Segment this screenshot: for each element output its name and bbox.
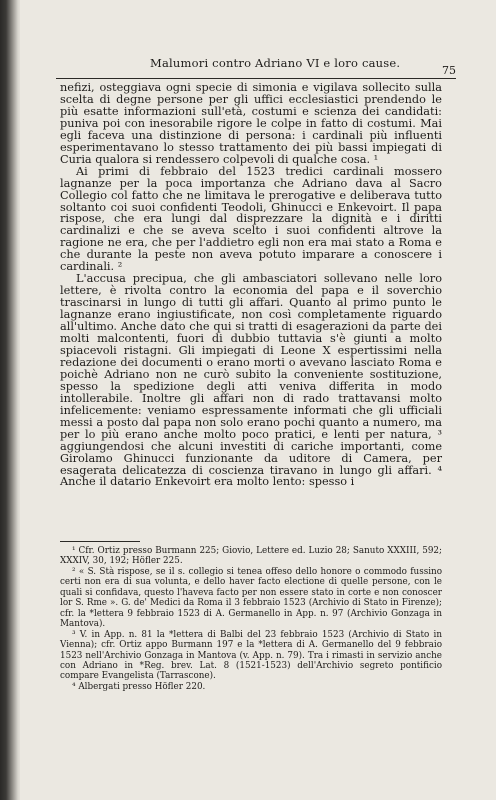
footnote-1: ¹ Cfr. Ortiz presso Burmann 225; Giovio, Lettere ed. Luzio 28; Sanuto XXXIII, 592; XXXIV, 30, 192; Höfler 225. [60,546,442,567]
footnote-2: ² « S. Stà rispose, se il s. collegio si tenea offeso dello honore o commodo fussino certi non era di sua volunta, e dello haver facto electione di quelle persone, con le quali si confidava, questo l'haveva facto per non essere stato in corte e non conoscer lor S. Rme ». G. de' Medici da Roma il 3 febbraio 1523 (Archivio di Stato in Firenze); cfr. la *lettera 9 febbraio 1523 di A. Germanello in App. n. 97 (Archivio Gonzaga in Mantova). [60,566,442,630]
header-rule [56,78,456,79]
book-binding-shadow [0,0,20,800]
footnotes [60,546,442,692]
page-header [56,56,456,76]
paragraph-3: L'accusa precipua, che gli ambasciatori sollevano nelle loro lettere, è rivolta contro la economia del papa e il soverchio trascinarsi in lungo di tutti gli affari. Quanto al primo punto le lagnanze erano ingiustificate, non così completamente riguardo all'ultimo. Anche dato che qui si tratti di esagerazioni da parte dei molti malcontenti, fuori di dubbio tuttavia s'è giunti a molto spiacevoli ristagni. Gli impiegati di Leone X espertissimi nella redazione dei documenti o erano morti o avevano lasciato Roma e poichè Adriano non ne curò subito la conveniente sostituzione, spesso la spedizione degli atti veniva differita in modo intollerabile. Inoltre gli affari non di rado trattavansi molto infelicemente: veniamo espressamente informati che gli ufficiali messi a posto dal papa non solo erano pochi quanto a numero, ma per lo più erano anche molto poco pratici, e lenti per natura, ³ aggiungendosi che alcuni investiti di cariche importanti, come Girolamo Ghinucci funzionante da uditore di Camera, per esagerata delicatezza di coscienza tiravano in lungo gli affari. ⁴ Anche il datario Enkevoirt era molto lento: spesso i [60,272,442,489]
paragraph-2: Ai primi di febbraio del 1523 tredici cardinali mossero lagnanze per la poca importanza che Adriano dava al Sacro Collegio col fatto che ne limitava le prerogative e deliberava tutto soltanto coi suoi confidenti Teodoli, Ghinucci e Enkevoirt. Il papa rispose, che era lungi dal disprezzare la dignità e i diritti cardinalizi e che se aveva scelto i suoi confidenti altrove la ragione ne era, che per l'addietro egli non era mai stato a Roma e che durante la peste non aveva potuto imparare a conoscere i cardinali. ² [60,164,442,274]
main-text [60,82,442,488]
paragraph-1: nefizi, osteggiava ogni specie di simonia e vigilava sollecito sulla scelta di degne persone per gli uffici ecclesiastici prendendo le più esatte informazioni sull'età, costumi e scienza dei candidati: puniva poi con inesorabile rigore le colpe in fatto di costumi. Mai egli faceva una distinzione di persona: i cardinali più influenti esperimentavano lo stesso trattamento dei più bassi impiegati di Curia qualora si rendessero colpevoli di qualche cosa. ¹ [60,81,442,166]
running-title: Malumori contro Adriano VI e loro cause. [150,56,401,70]
footnote-rule [60,541,140,542]
footnote-3: ³ V. in App. n. 81 la *lettera di Balbi del 23 febbraio 1523 (Archivio di Stato in Vienna); cfr. Ortiz appo Burmann 197 e la *lettera di A. Germanello del 9 febbraio 1523 nell'Archivio Gonzaga in Mantova (v. App. n. 79). Tra i rimasti in servizio anche con Adriano in *Reg. brev. Lat. 8 (1521-1523) dell'Archivio segreto pontificio compare Evangelista (Tarrascone). [60,629,442,682]
footnote-4: ⁴ Albergati presso Höfler 220. [72,681,206,692]
page-number: 75 [442,64,456,77]
